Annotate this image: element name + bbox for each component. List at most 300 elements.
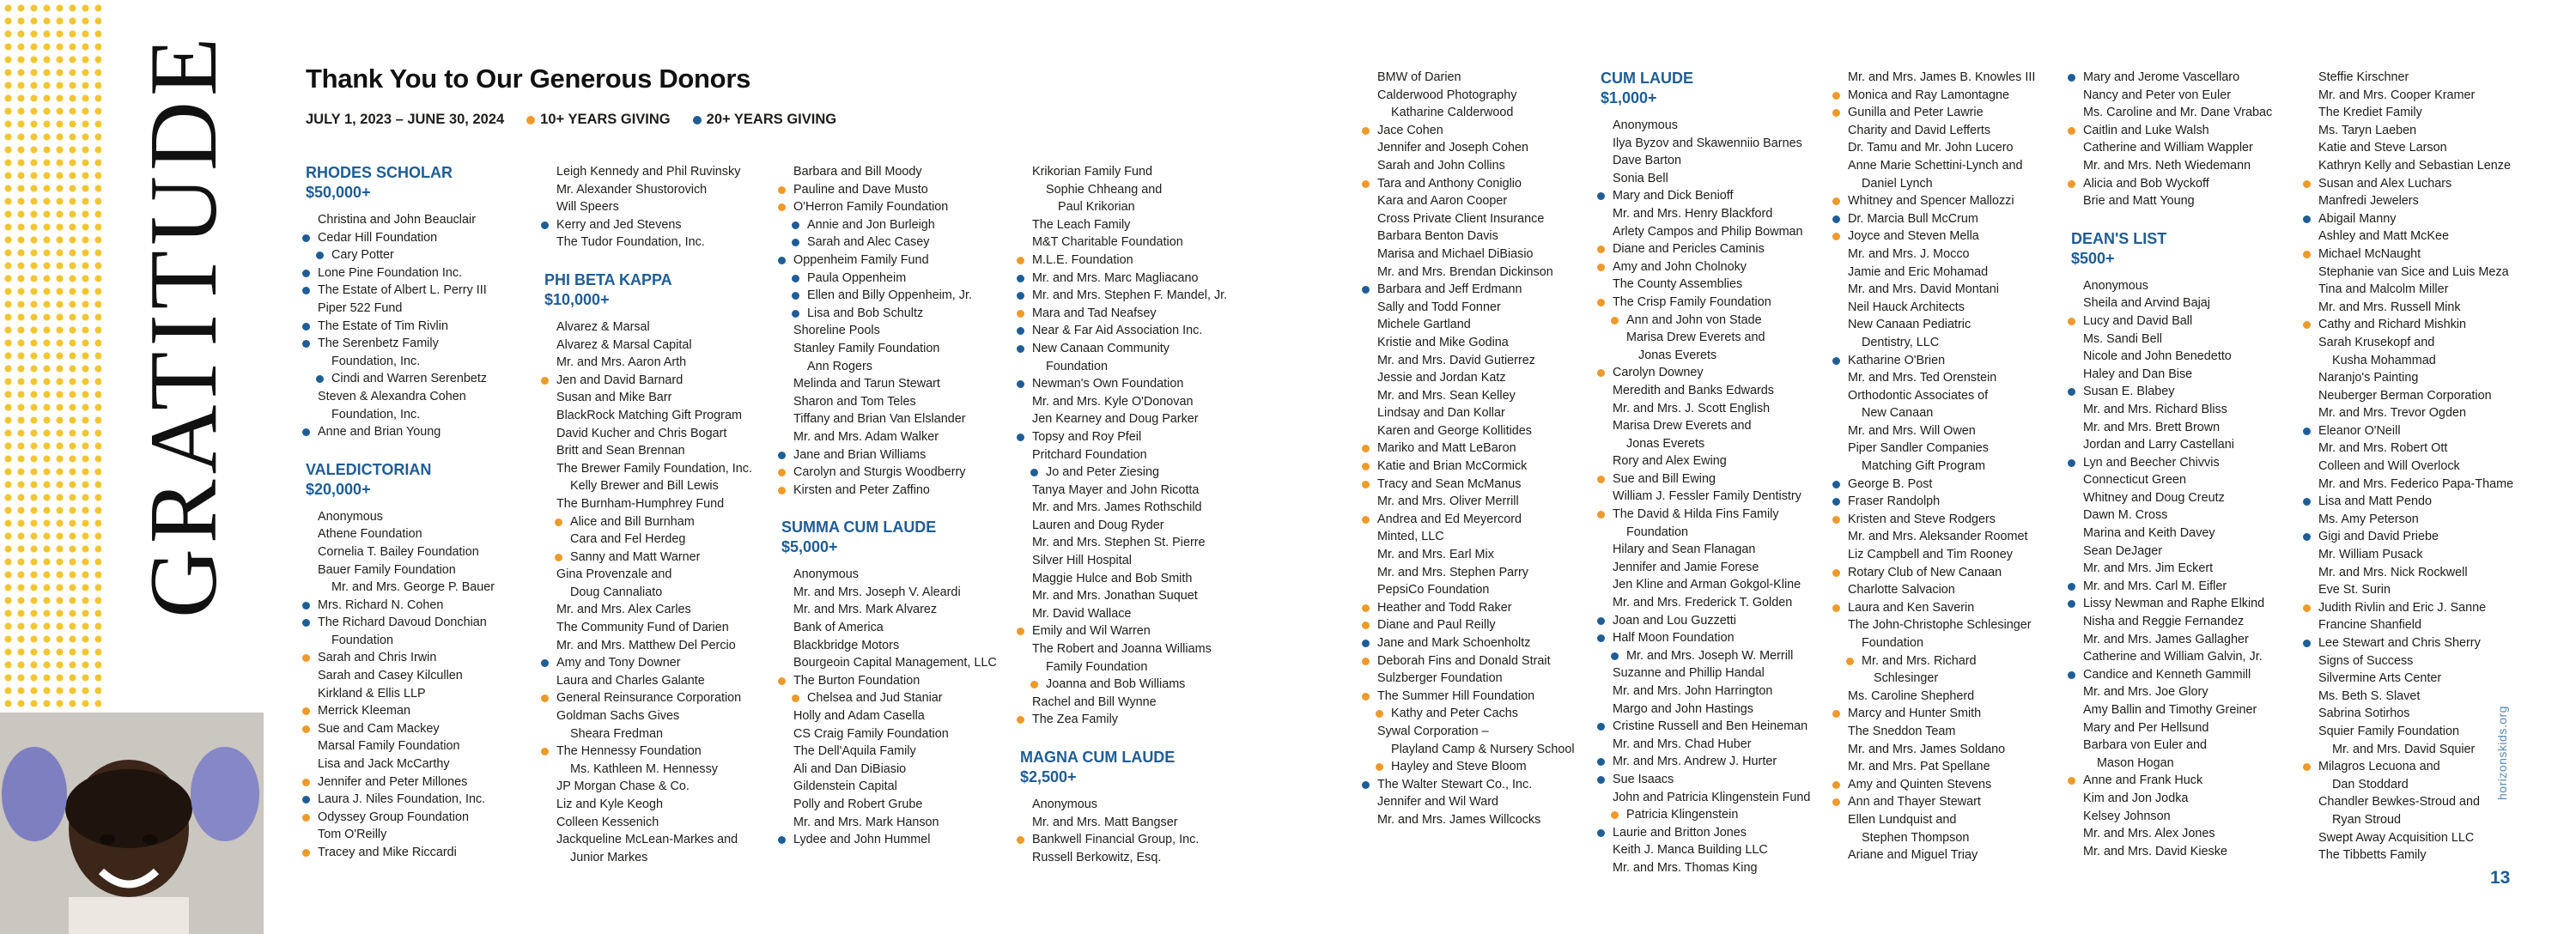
- donor-name: Mr. and Mrs. Aaron Arth: [556, 355, 687, 370]
- donor-name: Rory and Alex Ewing: [1613, 454, 1727, 469]
- donor-name: Bank of America: [793, 621, 884, 635]
- donor-entry: [781, 584, 997, 602]
- donor-name: Amy and John Cholnoky: [1613, 259, 1747, 274]
- donor-name: Mr. and Mrs. Jonathan Suquet: [1032, 589, 1198, 603]
- donor-entry: [2306, 705, 2513, 723]
- donor-name: Mr. and Mrs. Stephen Parry: [1377, 565, 1528, 579]
- donor-name: Sue Isaacs: [1613, 772, 1674, 786]
- donor-name: Alvarez & Marsal: [556, 319, 650, 334]
- twenty-year-dot-icon: [541, 659, 549, 667]
- donor-name: Stephanie van Sice and Luis Meza: [2318, 264, 2509, 279]
- donor-name: Eleanor O'Neill: [2318, 423, 2401, 438]
- donor-name: Lisa and Matt Pendo: [2318, 494, 2433, 509]
- donor-entry: [1601, 294, 1810, 312]
- donor-name: The Serenbetz Family: [318, 337, 439, 351]
- donor-name: Cary Potter: [331, 248, 394, 263]
- donor-name: Matching Gift Program: [1862, 459, 1985, 474]
- twenty-year-dot-icon: [1597, 829, 1605, 837]
- giving-level-amount: $2,500+: [1020, 768, 1077, 785]
- donor-entry: [1601, 541, 1810, 559]
- donor-entry: [2306, 122, 2513, 140]
- donor-name: Merrick Kleeman: [318, 704, 410, 719]
- donor-name: The John-Christophe Schlesinger: [1848, 618, 2032, 633]
- donor-name: Michael McNaught: [2318, 246, 2421, 261]
- ten-year-dot-icon: [1832, 798, 1840, 806]
- ten-year-dot-icon: [1611, 317, 1619, 324]
- donor-name: Anonymous: [1032, 798, 1097, 811]
- donor-name: Mr. William Pusack: [2318, 548, 2423, 562]
- donor-entry: [1020, 252, 1227, 270]
- donor-entry: [781, 831, 997, 849]
- donor-entry: [1836, 422, 2035, 440]
- donor-entry: [306, 614, 495, 632]
- donor-name: Mr. and Mrs. David Kieske: [2083, 844, 2227, 858]
- donor-entry: [306, 632, 495, 650]
- donor-name: Mary and Jerome Vascellaro: [2083, 70, 2240, 84]
- donor-entry: [544, 601, 752, 619]
- donor-name: Nancy and Peter von Euler: [2083, 88, 2231, 102]
- donor-name: Dave Barton: [1613, 154, 1681, 168]
- ten-year-dot-icon: [1362, 481, 1370, 488]
- donor-entry: [2071, 808, 2272, 826]
- donor-name: Holly and Adam Casella: [793, 709, 925, 724]
- ten-year-dot-icon: [778, 487, 786, 494]
- donor-name: Anonymous: [793, 567, 859, 582]
- twenty-year-dot-icon: [1017, 275, 1024, 282]
- donor-name: Catherine and William Galvin, Jr.: [2083, 650, 2263, 664]
- twenty-year-dot-icon: [1597, 758, 1605, 766]
- donor-entry: [1020, 796, 1227, 814]
- donor-entry: [544, 407, 752, 425]
- donor-entry: [306, 318, 495, 336]
- donor-name: Mr. and Mrs. Neth Wiedemann: [2083, 158, 2251, 173]
- donor-name: Stephen Thompson: [1862, 830, 1970, 845]
- donor-entry: [2071, 843, 2272, 861]
- donor-name: Kelly Brewer and Bill Lewis: [570, 479, 719, 494]
- donor-entry: [2306, 564, 2513, 582]
- donor-name: Mr. and Mrs. Frederick T. Golden: [1613, 596, 1793, 610]
- ten-year-dot-icon: [1832, 710, 1840, 718]
- donor-name: Mr. and Mrs. Pat Spellane: [1848, 760, 1990, 774]
- ten-year-dot-icon: [1362, 693, 1370, 700]
- donor-name: Junior Markes: [570, 850, 648, 864]
- donor-entry: [1601, 753, 1810, 771]
- donor-entry: [781, 340, 997, 358]
- donor-entry: [544, 796, 752, 814]
- donor-entry: [1836, 705, 2035, 723]
- donor-entry: [1365, 581, 1575, 599]
- donor-name: Barbara Benton Davis: [1377, 229, 1498, 244]
- donor-name: Dr. Marcia Bull McCrum: [1848, 211, 1978, 226]
- donor-name: The Crisp Family Foundation: [1613, 294, 1771, 309]
- donor-name: Polly and Robert Grube: [793, 798, 923, 811]
- donor-name: Joan and Lou Guzzetti: [1613, 613, 1737, 628]
- donor-entry: [544, 761, 752, 779]
- donor-entry: [2306, 157, 2513, 175]
- twenty-year-dot-icon: [1597, 192, 1605, 200]
- donor-entry: [2071, 595, 2272, 613]
- donor-entry: [1365, 493, 1575, 511]
- donor-entry: [1836, 139, 2035, 157]
- donor-name: Bauer Family Foundation: [318, 562, 456, 577]
- donor-entry: [781, 216, 997, 234]
- donor-entry: [1365, 139, 1575, 157]
- donor-entry: [2306, 846, 2513, 864]
- donor-name: Mr. and Mrs. Robert Ott: [2318, 441, 2448, 456]
- donor-entry: [1020, 676, 1227, 694]
- donor-name: Kusha Mohammad: [2332, 353, 2436, 367]
- donor-name: Mariko and Matt LeBaron: [1377, 441, 1516, 456]
- donor-entry: [2071, 454, 2272, 472]
- donor-name: Squier Family Foundation: [2318, 724, 2459, 738]
- donor-name: Mr. and Mrs. Mark Alvarez: [793, 603, 938, 617]
- donor-entry: [2071, 506, 2272, 525]
- donor-name: Schlesinger: [1874, 671, 1939, 686]
- donor-name: Connecticut Green: [2083, 473, 2186, 488]
- donor-entry: [2306, 440, 2513, 458]
- donor-name: Mr. and Mrs. Oliver Merrill: [1377, 494, 1519, 509]
- donor-name: Alicia and Bob Wyckoff: [2083, 176, 2209, 191]
- ten-year-dot-icon: [1832, 569, 1840, 577]
- donor-entry: [781, 322, 997, 340]
- ten-year-dot-icon: [1597, 246, 1605, 253]
- donor-name: CS Craig Family Foundation: [793, 726, 949, 741]
- donor-name: Andrea and Ed Meyercord: [1377, 512, 1522, 526]
- donor-name: Gunilla and Peter Lawrie: [1848, 106, 1984, 120]
- donor-name: Lone Pine Foundation Inc.: [318, 265, 463, 280]
- twenty-year-dot-icon: [316, 252, 324, 259]
- donor-name: Family Foundation: [1046, 659, 1148, 674]
- donor-entry: [1601, 135, 1810, 153]
- twenty-year-dot-icon: [2068, 459, 2075, 467]
- donor-name: Karen and George Kollitides: [1377, 423, 1532, 438]
- donor-name: Ellen Lundquist and: [1848, 812, 1957, 827]
- donor-name: Mr. and Mrs. J. Mocco: [1848, 246, 1970, 261]
- twenty-year-dot-icon: [778, 836, 786, 844]
- donor-name: Foundation: [1626, 525, 1689, 539]
- donor-entry: [1365, 511, 1575, 529]
- donor-name: Jen and David Barnard: [556, 373, 683, 387]
- donor-entry: [1601, 276, 1810, 294]
- donor-name: Rachel and Bill Wynne: [1032, 694, 1157, 709]
- donor-entry: [306, 561, 495, 579]
- donor-name: Hilary and Sean Flanagan: [1613, 543, 1756, 557]
- donor-entry: [2071, 87, 2272, 105]
- donor-name: Nicole and John Benedetto: [2083, 349, 2232, 364]
- donor-name: Gigi and David Priebe: [2318, 530, 2439, 544]
- giving-level-heading: CUM LAUDE: [1601, 70, 1693, 87]
- donor-entry: [1365, 192, 1575, 210]
- donor-name: Lydee and John Hummel: [793, 833, 931, 847]
- donor-name: The Brewer Family Foundation, Inc.: [556, 461, 752, 476]
- donor-name: Stanley Family Foundation: [793, 341, 940, 355]
- donor-name: Nisha and Reggie Fernandez: [2083, 615, 2245, 629]
- donor-entry: [2306, 793, 2513, 811]
- donor-name: Mr. and Mrs. Will Owen: [1848, 423, 1976, 438]
- donor-entry: [306, 264, 495, 282]
- ten-year-dot-icon: [2068, 777, 2075, 785]
- donor-name: Pauline and Dave Musto: [793, 182, 928, 197]
- donor-name: Mr. and Mrs. Andrew J. Hurter: [1613, 755, 1777, 769]
- donor-name: Kristen and Steve Rodgers: [1848, 512, 1996, 526]
- donor-entry: [1365, 776, 1575, 794]
- donor-entry: [306, 720, 495, 738]
- ten-year-dot-icon: [1017, 716, 1024, 724]
- donor-name: Alvarez & Marsal Capital: [556, 337, 692, 352]
- donor-entry: [1836, 688, 2035, 706]
- donor-entry: [1836, 581, 2035, 599]
- donor-name: Foundation, Inc.: [331, 354, 421, 368]
- donor-name: Krikorian Family Fund: [1032, 165, 1152, 179]
- donor-name: Sean DeJager: [2083, 543, 2163, 558]
- legend-20-years: [693, 112, 836, 128]
- ten-year-dot-icon: [2303, 180, 2311, 188]
- donor-entry: [2306, 546, 2513, 564]
- donor-entry: [1365, 352, 1575, 370]
- ten-year-dot-icon: [1832, 197, 1840, 205]
- date-range-and-legend: [306, 112, 836, 128]
- donor-entry: [544, 234, 752, 252]
- donor-entry: [1836, 758, 2035, 776]
- donor-name: The Krediet Family: [2318, 106, 2422, 120]
- donor-name: Mr. and Mrs. James Rothschild: [1032, 500, 1202, 515]
- donor-name: Heather and Todd Raker: [1377, 600, 1512, 615]
- donor-entry: [2071, 666, 2272, 684]
- donor-name: Lindsay and Dan Kollar: [1377, 406, 1505, 421]
- donor-entry: [2306, 511, 2513, 529]
- donor-entry: [1601, 400, 1810, 418]
- donor-name: New Canaan: [1862, 406, 1934, 421]
- donor-entry: [306, 388, 495, 406]
- donor-name: Jace Cohen: [1377, 123, 1443, 137]
- ten-year-dot-icon: [1832, 604, 1840, 612]
- donor-name: Blackbridge Motors: [793, 638, 900, 652]
- donor-name: Doug Cannaliato: [570, 585, 663, 599]
- giving-level-heading: DEAN'S LIST: [2071, 229, 2167, 247]
- donor-entry: [1365, 122, 1575, 140]
- twenty-year-dot-icon: [1017, 327, 1024, 335]
- donor-entry: [781, 707, 997, 725]
- donor-name: Mr. and Mrs. J. Scott English: [1613, 401, 1771, 415]
- donor-entry: [2071, 471, 2272, 489]
- donor-name: Mr. and Mrs. James Soldano: [1848, 742, 2006, 756]
- donor-name: Ms. Amy Peterson: [2318, 512, 2419, 526]
- donor-entry: [544, 689, 752, 707]
- donor-entry: [544, 725, 752, 743]
- donor-entry: [781, 358, 997, 376]
- donor-entry: [1365, 811, 1575, 829]
- donor-entry: [1601, 488, 1810, 506]
- donor-entry: [306, 370, 495, 388]
- donor-entry: [2071, 772, 2272, 790]
- donor-entry: [1836, 369, 2035, 387]
- donor-column-6: [1601, 69, 1810, 877]
- donor-name: Lucy and David Ball: [2083, 313, 2193, 328]
- donor-name: Kathryn Kelly and Sebastian Lenze: [2318, 158, 2512, 173]
- donor-entry: [306, 229, 495, 247]
- donor-entry: [544, 337, 752, 355]
- donor-name: Amy and Tony Downer: [556, 656, 681, 670]
- twenty-year-dot-icon: [1597, 634, 1605, 642]
- giving-level-heading: RHODES SCHOLAR: [306, 164, 453, 181]
- donor-entry: [2071, 294, 2272, 312]
- twenty-year-dot-icon: [1362, 781, 1370, 789]
- donor-name: Hayley and Steve Bloom: [1391, 760, 1527, 774]
- donor-entry: [1020, 287, 1227, 305]
- donor-entry: [1365, 616, 1575, 634]
- donor-column-2: [544, 163, 752, 866]
- donor-entry: [2306, 175, 2513, 193]
- donor-entry: [1836, 157, 2035, 175]
- twenty-year-dot-icon: [1017, 345, 1024, 353]
- donor-entry: [1836, 281, 2035, 299]
- donor-entry: [1020, 552, 1227, 570]
- twenty-year-dot-icon: [541, 221, 549, 229]
- donor-entry: [1601, 789, 1810, 807]
- donor-name: Amy and Quinten Stevens: [1848, 777, 1992, 791]
- donor-name: M&T Charitable Foundation: [1032, 235, 1183, 250]
- donor-entry: [1020, 570, 1227, 588]
- donor-entry: [1365, 599, 1575, 617]
- donor-entry: [2306, 246, 2513, 264]
- donor-entry: [306, 300, 495, 318]
- donor-entry: [1601, 629, 1810, 647]
- donor-name: Amy Ballin and Timothy Greiner: [2083, 703, 2257, 717]
- donor-name: Sharon and Tom Teles: [793, 394, 916, 409]
- twenty-year-dot-icon: [1017, 292, 1024, 300]
- giving-level-amount: $20,000+: [306, 480, 371, 498]
- donor-entry: [781, 778, 997, 796]
- donor-name: Tara and Anthony Coniglio: [1377, 176, 1522, 191]
- donor-entry: [1836, 334, 2035, 352]
- donor-name: PepsiCo Foundation: [1377, 583, 1490, 597]
- donor-entry: [1836, 192, 2035, 210]
- donor-name: Carolyn and Sturgis Woodberry: [793, 465, 966, 480]
- donor-name: Charity and David Lefferts: [1848, 123, 1991, 137]
- donor-name: Piper 522 Fund: [318, 300, 403, 315]
- donor-name: Tracy and Sean McManus: [1377, 476, 1522, 491]
- donor-entry: [2071, 701, 2272, 719]
- donor-name: Kirsten and Peter Zaffino: [793, 482, 930, 497]
- donor-entry: [781, 234, 997, 252]
- twenty-year-dot-icon: [2303, 640, 2311, 647]
- donor-entry: [1020, 375, 1227, 393]
- donor-name: Sanny and Matt Warner: [570, 549, 701, 564]
- donor-name: Jennifer and Wil Ward: [1377, 795, 1499, 810]
- donor-name: Barbara and Bill Moody: [793, 165, 922, 179]
- donor-name: Joanna and Bob Williams: [1046, 677, 1186, 692]
- ten-year-dot-icon: [1611, 811, 1619, 819]
- donor-entry: [2071, 755, 2272, 773]
- donor-entry: [2306, 264, 2513, 282]
- donor-entry: [306, 755, 495, 773]
- donor-entry: [1836, 741, 2035, 759]
- donor-entry: [1601, 841, 1810, 859]
- donor-name: Ms. Kathleen M. Hennessy: [570, 761, 718, 776]
- donor-name: Jennifer and Peter Millones: [318, 774, 468, 789]
- donor-name: Topsy and Roy Pfeil: [1032, 429, 1142, 444]
- twenty-year-dot-icon: [302, 323, 310, 331]
- giving-level-heading: MAGNA CUM LAUDE: [1020, 749, 1176, 766]
- ten-year-dot-icon: [1597, 299, 1605, 306]
- twenty-year-dot-icon: [792, 292, 799, 300]
- donor-entry: [306, 353, 495, 371]
- donor-name: Steven & Alexandra Cohen: [318, 389, 466, 403]
- donor-name: Marsal Family Foundation: [318, 739, 460, 754]
- donor-name: Sally and Todd Fonner: [1377, 300, 1501, 314]
- donor-entry: [544, 831, 752, 849]
- donor-name: Foundation: [331, 633, 394, 647]
- donor-entry: [1020, 322, 1227, 340]
- donor-entry: [1365, 634, 1575, 652]
- twenty-year-dot-icon: [2068, 388, 2075, 396]
- donor-entry: [1601, 700, 1810, 719]
- donor-entry: [1020, 849, 1227, 867]
- donor-entry: [1836, 440, 2035, 458]
- donor-entry: [2306, 369, 2513, 387]
- donor-name: Milagros Lecuona and: [2318, 760, 2440, 774]
- donor-name: Katie and Steve Larson: [2318, 141, 2447, 155]
- donor-entry: [1836, 652, 2035, 670]
- donor-name: Katharine O'Brien: [1848, 353, 1946, 367]
- donor-entry: [1601, 470, 1810, 488]
- donor-entry: [1836, 723, 2035, 741]
- donor-name: Mr. and Mrs. David Squier: [2332, 742, 2476, 756]
- donor-name: Sue and Cam Mackey: [318, 721, 440, 736]
- donor-entry: [781, 482, 997, 500]
- donor-name: Mr. and Mrs. Trevor Ogden: [2318, 406, 2466, 421]
- donor-name: Abigail Manny: [2318, 211, 2397, 226]
- donor-entry: [544, 442, 752, 460]
- donor-entry: [2306, 741, 2513, 759]
- donor-name: Kerry and Jed Stevens: [556, 217, 682, 232]
- donor-entry: [781, 181, 997, 199]
- twenty-year-dot-icon: [1362, 640, 1370, 647]
- donor-name: Katharine Calderwood: [1391, 106, 1514, 120]
- donor-entry: [2306, 334, 2513, 352]
- donor-name: Piper Sandler Companies: [1848, 441, 1989, 456]
- donor-name: Diane and Pericles Caminis: [1613, 242, 1765, 257]
- donor-entry: [1020, 234, 1227, 252]
- donor-name: Jessie and Jordan Katz: [1377, 371, 1506, 385]
- donor-entry: [544, 495, 752, 513]
- ten-year-dot-icon: [2068, 127, 2075, 135]
- donor-entry: [2306, 616, 2513, 634]
- donor-name: Margo and John Hastings: [1613, 701, 1753, 716]
- donor-entry: [1365, 723, 1575, 741]
- twenty-year-dot-icon: [792, 239, 799, 246]
- donor-name: Ms. Beth S. Slavet: [2318, 688, 2421, 703]
- section-spacer: [2071, 210, 2272, 229]
- donor-entry: [544, 460, 752, 478]
- donor-entry: [2071, 383, 2272, 401]
- donor-entry: [2071, 560, 2272, 578]
- donor-entry: [781, 287, 997, 305]
- donor-name: BlackRock Matching Gift Program: [556, 408, 742, 422]
- donor-entry: [1020, 482, 1227, 500]
- donor-name: Laura J. Niles Foundation, Inc.: [318, 792, 486, 807]
- donor-name: Liz Campbell and Tim Rooney: [1848, 548, 2013, 562]
- ten-year-dot-icon: [2068, 180, 2075, 188]
- donor-name: Marcy and Hunter Smith: [1848, 707, 1982, 721]
- donor-name: Pritchard Foundation: [1032, 447, 1147, 462]
- section-spacer: [544, 252, 752, 270]
- donor-name: Mr. and Mrs. John Harrington: [1613, 684, 1773, 698]
- donor-entry: [1365, 458, 1575, 476]
- donor-name: Mr. and Mrs. Alex Carles: [556, 603, 691, 617]
- ten-year-dot-icon: [302, 707, 310, 715]
- donor-entry: [1020, 358, 1227, 376]
